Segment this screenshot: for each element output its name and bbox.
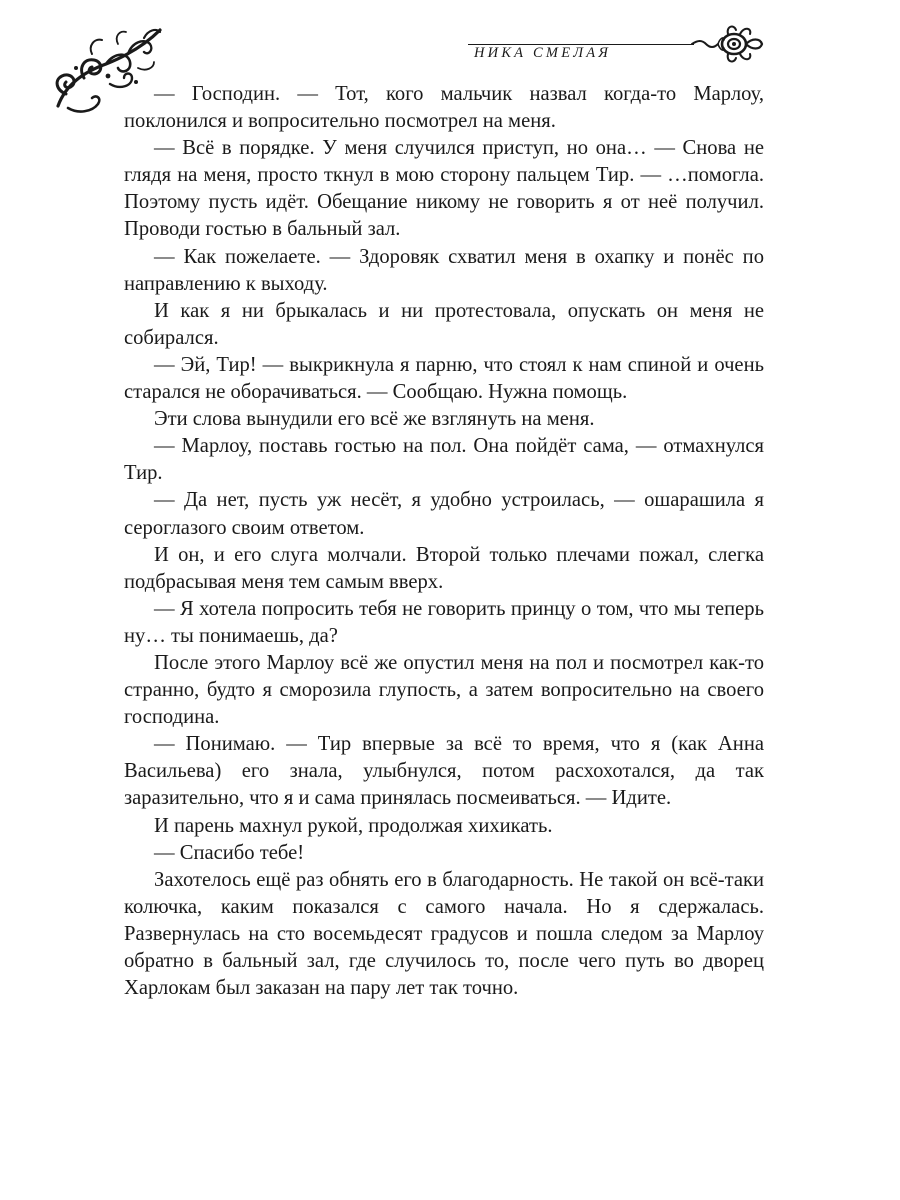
paragraph: И как я ни брыкалась и ни протестовала, опускать он меня не собирался. <box>124 299 764 349</box>
paragraph: — Понимаю. — Тир впервые за всё то время, что я (как Анна Васильева) его знала, улыбнулся, потом расхохотался, да так заразительно, что я и сама принялась посмеиваться. — Идите. <box>124 733 764 810</box>
paragraph: Захотелось ещё раз обнять его в благодарность. Не такой он всё-таки колючка, каким показался с самого начала. Но я сдержалась. Развернулась на сто восемьдесят градусов и пошла следом за Марлоу обратно в бальный зал, где случилось то, после чего путь во дворец Харлокам был заказан на пару лет так точно. <box>124 868 764 1000</box>
paragraph: И парень махнул рукой, продолжая хихикать. <box>154 814 553 837</box>
paragraph: — Марлоу, поставь гостью на пол. Она пойдёт сама, — отмахнулся Тир. <box>124 435 764 485</box>
paragraph: Эти слова вынудили его всё же взглянуть на меня. <box>154 408 595 431</box>
paragraph: — Всё в порядке. У меня случился приступ, но она… — Снова не глядя на меня, просто ткнул в мою сторону пальцем Тир. — …помогла. Поэтому пусть идёт. Обещание никому не говорить я от неё получил. Проводи гостью в бальный зал. <box>124 137 764 241</box>
scroll-ornament-icon <box>688 22 766 66</box>
paragraph: И он, и его слуга молчали. Второй только плечами пожал, слегка подбрасывая меня тем самым вверх. <box>124 543 764 593</box>
running-header <box>468 22 768 72</box>
paragraph: После этого Марлоу всё же опустил меня на пол и посмотрел как-то странно, будто я сморозила глупость, а затем вопросительно на своего господина. <box>124 651 764 729</box>
paragraph: — Как пожелаете. — Здоровяк схватил меня в охапку и понёс по направлению к выходу. <box>124 245 764 295</box>
paragraph: — Эй, Тир! — выкрикнула я парню, что стоял к нам спиной и очень старался не оборачиваться. — Сообщаю. Нужна помощь. <box>124 353 764 404</box>
paragraph: — Да нет, пусть уж несёт, я удобно устроилась, — ошарашила я сероглазого своим ответом. <box>124 489 764 539</box>
paragraph: — Я хотела попросить тебя не говорить принцу о том, что мы теперь ну… ты понимаешь, да? <box>124 597 764 647</box>
header-author: НИКА СМЕЛАЯ <box>474 45 612 61</box>
paragraph: — Спасибо тебе! <box>154 841 305 864</box>
paragraph: — Господин. — Тот, кого мальчик назвал когда-то Марлоу, поклонился и вопросительно посмотрел на меня. <box>124 83 764 133</box>
body-text <box>124 81 764 1002</box>
